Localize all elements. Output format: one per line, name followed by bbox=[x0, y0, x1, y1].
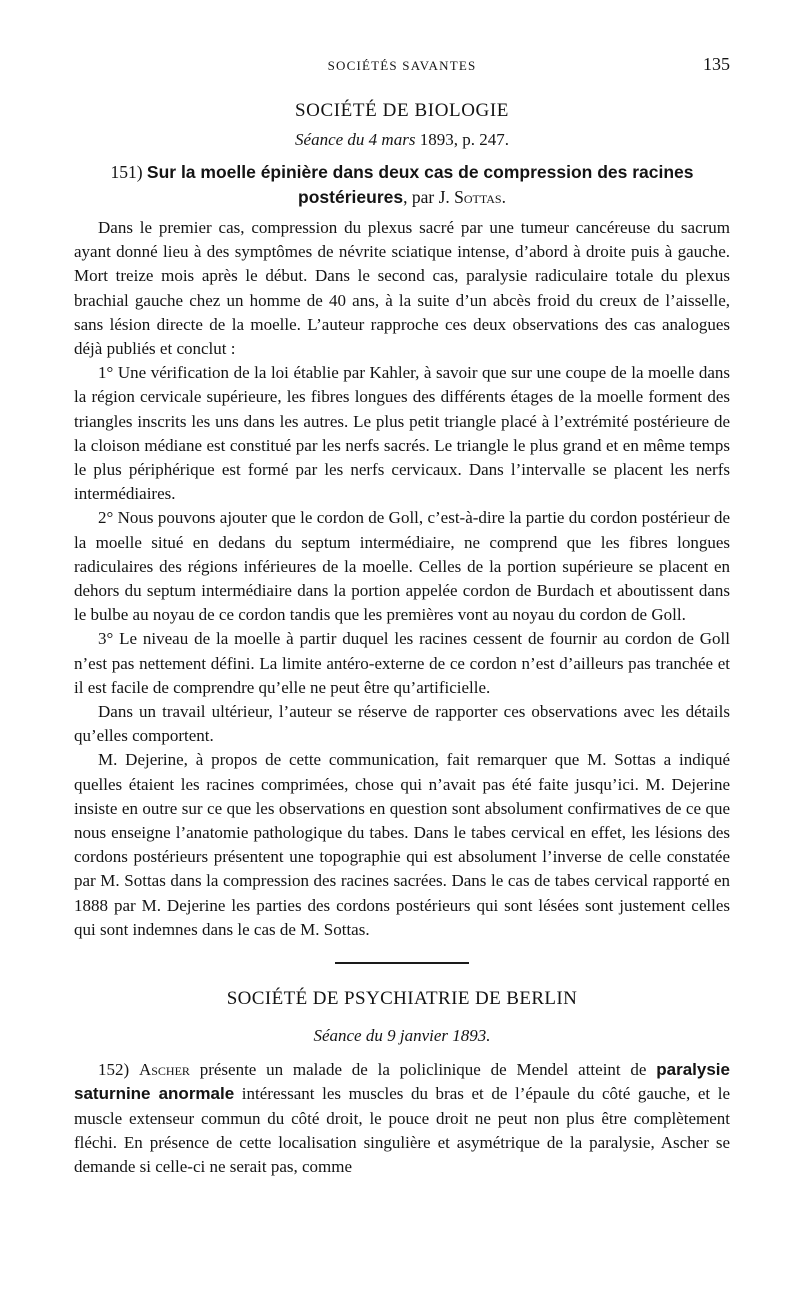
article-152-text-before: présente un malade de la policlinique de Mendel atteint de bbox=[189, 1060, 657, 1080]
running-title: SOCIÉTÉS SAVANTES bbox=[327, 58, 477, 73]
page-number: 135 bbox=[703, 54, 730, 74]
society-heading-psychiatrie: SOCIÉTÉ DE PSYCHIATRIE DE BERLIN bbox=[226, 988, 578, 1010]
society-heading-biologie: SOCIÉTÉ DE BIOLOGIE bbox=[294, 100, 510, 121]
seance-reference: 1893, p. 247. bbox=[415, 130, 509, 149]
seance-label: Séance du 4 mars bbox=[295, 130, 416, 149]
article-151-author: Sottas. bbox=[454, 187, 506, 207]
article-152-author: Ascher bbox=[138, 1060, 190, 1080]
paragraph: Dans le premier cas, compression du plexus sacré par une tumeur cancéreuse du sacrum ayant donné lieu à des symptômes de névrite sciatique intense, d’abord à droite puis à gauche. Mort treize mois après le début. Dans le second cas, paralysie radiculaire totale du plexus brachial gauche chez un homme de 40 ans, à la suite d’un abcès froid du creux de l’aisselle, sans lésion directe de la moelle. L’auteur rapproche ces deux observations des cas analogues déjà publiés et conclut : bbox=[74, 218, 730, 359]
article-151-number: 151) bbox=[110, 162, 143, 182]
article-151-title: Sur la moelle épinière dans deux cas de compression des racines postérieures bbox=[146, 162, 694, 207]
paragraph: M. Dejerine, à propos de cette communication, fait remarquer que M. Sottas a indiqué quelles étaient les racines comprimées, chose qui n’avait pas été faite jusqu’ici. M. Dejerine insiste en outre sur ce que les observations en question sont absolument confirmatives de ce que nous enseigne l’anatomie pathologique du tabes. Dans le tabes cervical en effet, les lésions des cordons postérieurs présentent une topographie qui est absolument l’inverse de celle constatée par M. Sottas dans la compression des racines sacrées. Dans le cas de tabes cervical rapporté en 1888 par M. Dejerine les parties des cordons postérieurs qui sont lésées sont justement celles qui sont indemnes dans le cas de M. Sottas. bbox=[74, 750, 730, 939]
article-152-bold-phrase: paralysie saturnine anormale bbox=[74, 1060, 730, 1104]
paragraph: 2° Nous pouvons ajouter que le cordon de Goll, c’est-à-dire la partie du cordon postérieur de la moelle situé en dedans du septum intermédiaire, ne comprend que les fibres longues radiculaires des régions inférieures de la moelle. Celles de la portion supérieure se placent en dehors du septum intermédiaire dans la portion appelée cordon de Burdach et aboutissent dans le bulbe au noyau de ce cordon tandis que les premières vont au noyau du cordon de Goll. bbox=[74, 508, 730, 625]
article-151-by: , par J. bbox=[403, 187, 455, 207]
paragraph: 3° Le niveau de la moelle à partir duquel les racines cessent de fournir au cordon de Goll n’est pas nettement défini. La limite antéro-externe de ce cordon n’est d’ailleurs pas tranchée et il est facile de comprendre qu’elle ne peut être qu’artificielle. bbox=[74, 629, 730, 697]
paragraph: Dans un travail ultérieur, l’auteur se réserve de rapporter ces observations avec les détails qu’elles comportent. bbox=[74, 702, 730, 746]
section-divider bbox=[335, 962, 469, 964]
article-151-body bbox=[74, 216, 730, 942]
article-152-paragraph bbox=[74, 1058, 730, 1179]
running-head bbox=[74, 48, 730, 88]
journal-page bbox=[74, 48, 730, 1179]
seance-date-line-2: Séance du 9 janvier 1893. bbox=[313, 1026, 491, 1046]
seance-date-line bbox=[74, 128, 730, 152]
paragraph: 1° Une vérification de la loi établie par Kahler, à savoir que sur une coupe de la moelle dans la région cervicale supérieure, les fibres longues des différents étages de la moelle forment des triangles inscrits les uns dans les autres. Le plus petit triangle placé à l’extrémité postérieure de la cloison médiane est constitué par les nerfs sacrés. Le triangle le plus grand et en même temps le plus périphérique est formé par les nerfs cervicaux. Dans l’intervalle se placent les nerfs intermédiaires. bbox=[74, 363, 730, 504]
article-151-heading bbox=[74, 160, 730, 210]
article-152-text-after: intéressant les muscles du bras et de l’épaule du côté gauche, et le muscle extenseur commun du côté droit, le pouce droit ne peut non plus être complètement fléchi. En présence de cette localisation singulière et asymétrique de la paralysie, Ascher se demande si celle-ci ne serait pas, comme bbox=[74, 1084, 731, 1176]
article-152-number: 152) bbox=[98, 1060, 139, 1080]
